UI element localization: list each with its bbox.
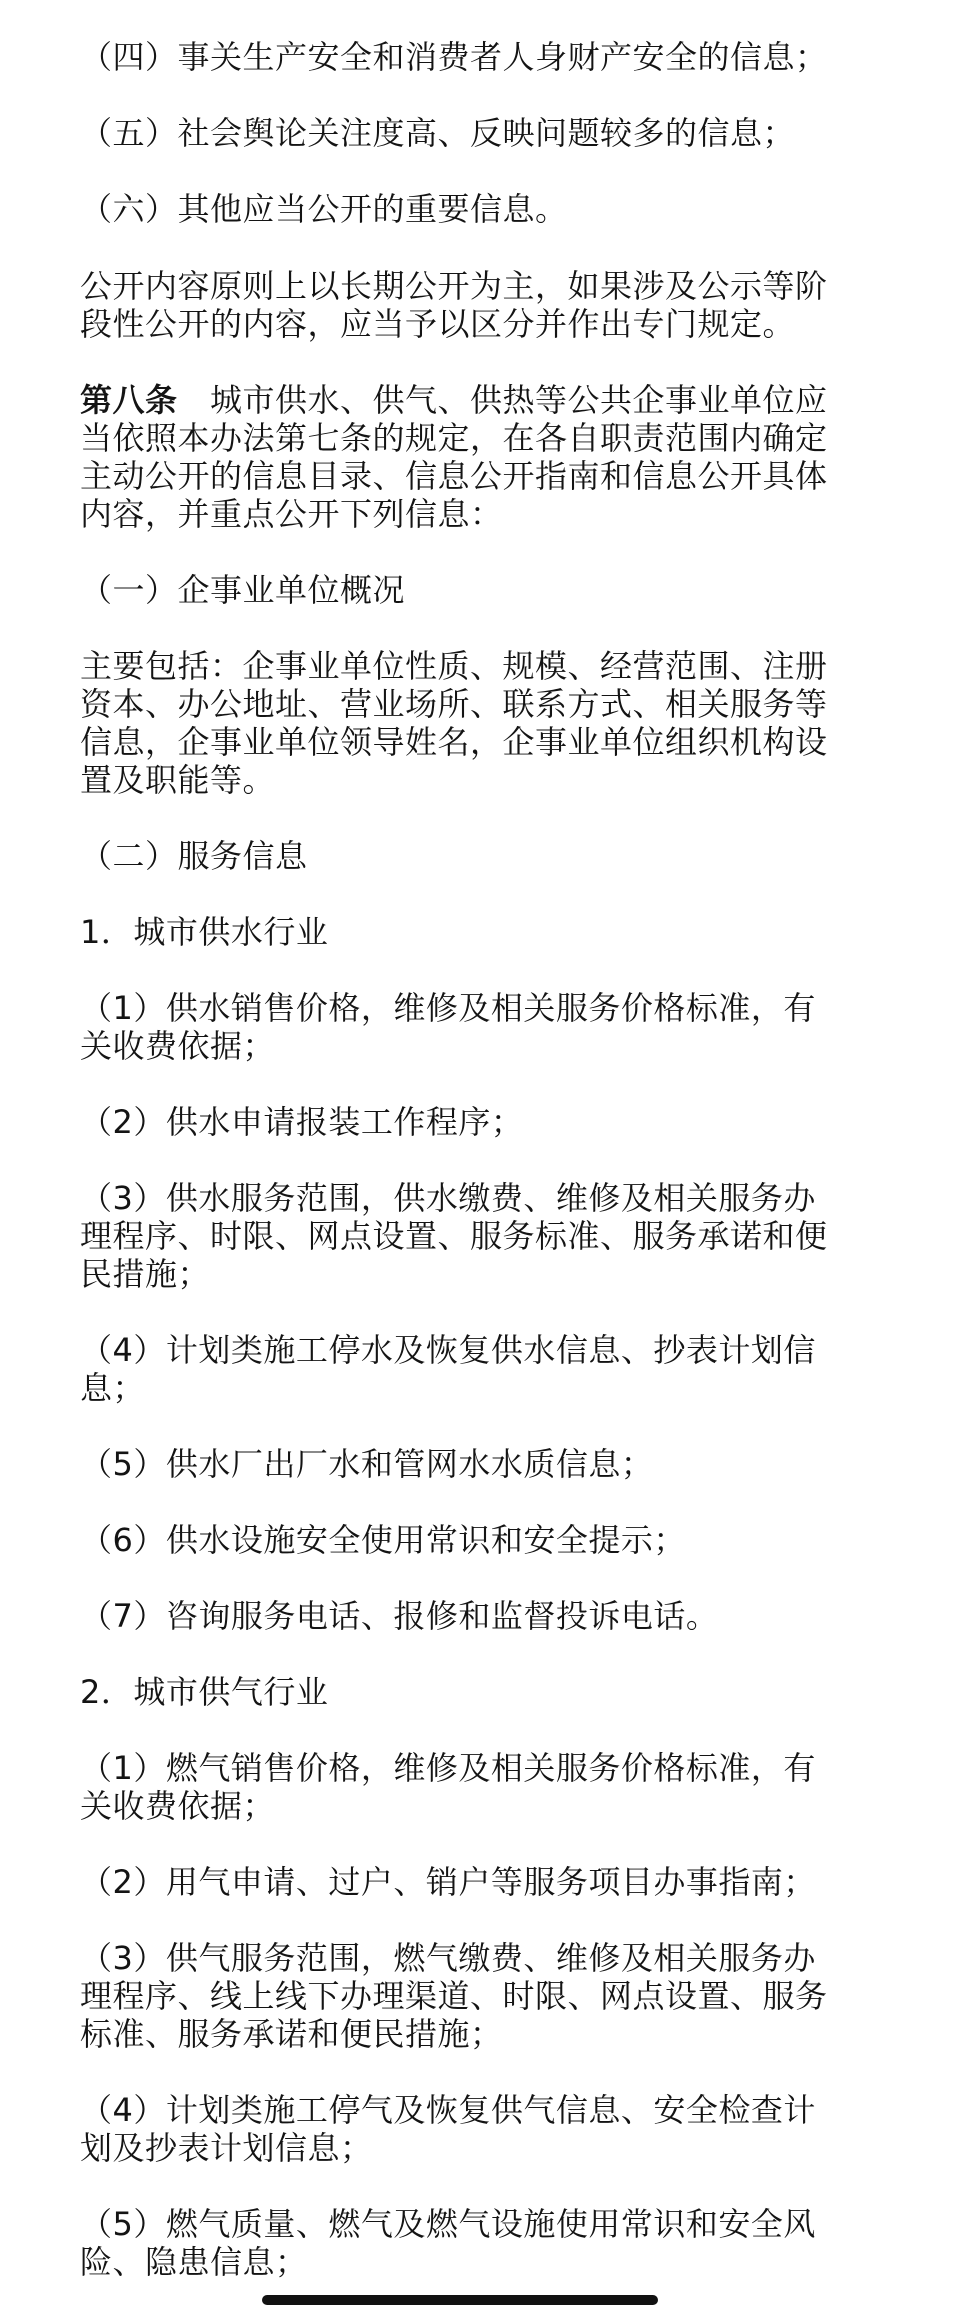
paragraph-line: 资本、办公地址、营业场所、联系方式、相关服务等 [80, 685, 828, 723]
list-item: （3）供水服务范围，供水缴费、维修及相关服务办 [80, 1179, 816, 1217]
item-five: （五）社会舆论关注度高、反映问题较多的信息； [80, 114, 796, 152]
list-item: 险、隐患信息； [80, 2243, 308, 2281]
item-six: （六）其他应当公开的重要信息。 [80, 190, 568, 228]
article-eight-text: 城市供水、供气、供热等公共企事业单位应 [177, 381, 828, 419]
list-item: （7）咨询服务电话、报修和监督投诉电话。 [80, 1597, 719, 1635]
list-item: （5）供水厂出厂水和管网水水质信息； [80, 1445, 654, 1483]
paragraph-line: 内容，并重点公开下列信息： [80, 495, 503, 533]
list-item: 理程序、时限、网点设置、服务标准、服务承诺和便 [80, 1217, 828, 1255]
paragraph-line: 段性公开的内容，应当予以区分并作出专门规定。 [80, 305, 796, 343]
list-item: 标准、服务承诺和便民措施； [80, 2015, 503, 2053]
list-item: （4）计划类施工停气及恢复供气信息、安全检查计 [80, 2091, 816, 2129]
list-item: （4）计划类施工停水及恢复供水信息、抄表计划信 [80, 1331, 816, 1369]
list-item: 民措施； [80, 1255, 211, 1293]
list-item: 理程序、线上线下办理渠道、时限、网点设置、服务 [80, 1977, 828, 2015]
list-item: 息； [80, 1369, 146, 1407]
list-item: 划及抄表计划信息； [80, 2129, 373, 2167]
article-eight-line [80, 381, 828, 419]
home-indicator-bar[interactable] [262, 2295, 658, 2305]
list-item: （2）用气申请、过户、销户等服务项目办事指南； [80, 1863, 816, 1901]
list-item: （3）供气服务范围，燃气缴费、维修及相关服务办 [80, 1939, 816, 1977]
paragraph-line: 主动公开的信息目录、信息公开指南和信息公开具体 [80, 457, 828, 495]
paragraph-line: 信息，企事业单位领导姓名，企事业单位组织机构设 [80, 723, 828, 761]
list-item: 关收费依据； [80, 1787, 276, 1825]
section-heading: （一）企事业单位概况 [80, 571, 406, 609]
subsection-heading: 1．城市供水行业 [80, 913, 329, 951]
item-four: （四）事关生产安全和消费者人身财产安全的信息； [80, 38, 828, 76]
list-item: （6）供水设施安全使用常识和安全提示； [80, 1521, 686, 1559]
paragraph-line: 当依照本办法第七条的规定，在各自职责范围内确定 [80, 419, 828, 457]
list-item: （2）供水申请报装工作程序； [80, 1103, 524, 1141]
subsection-heading: 2．城市供气行业 [80, 1673, 329, 1711]
list-item: （1）燃气销售价格，维修及相关服务价格标准，有 [80, 1749, 816, 1787]
section-heading: （二）服务信息 [80, 837, 308, 875]
list-item: 关收费依据； [80, 1027, 276, 1065]
paragraph-line: 置及职能等。 [80, 761, 276, 799]
article-eight-heading: 第八条 [80, 381, 178, 419]
paragraph-line: 主要包括：企事业单位性质、规模、经营范围、注册 [80, 647, 828, 685]
list-item: （5）燃气质量、燃气及燃气设施使用常识和安全风 [80, 2205, 816, 2243]
paragraph-line: 公开内容原则上以长期公开为主，如果涉及公示等阶 [80, 267, 828, 305]
list-item: （1）供水销售价格，维修及相关服务价格标准，有 [80, 989, 816, 1027]
